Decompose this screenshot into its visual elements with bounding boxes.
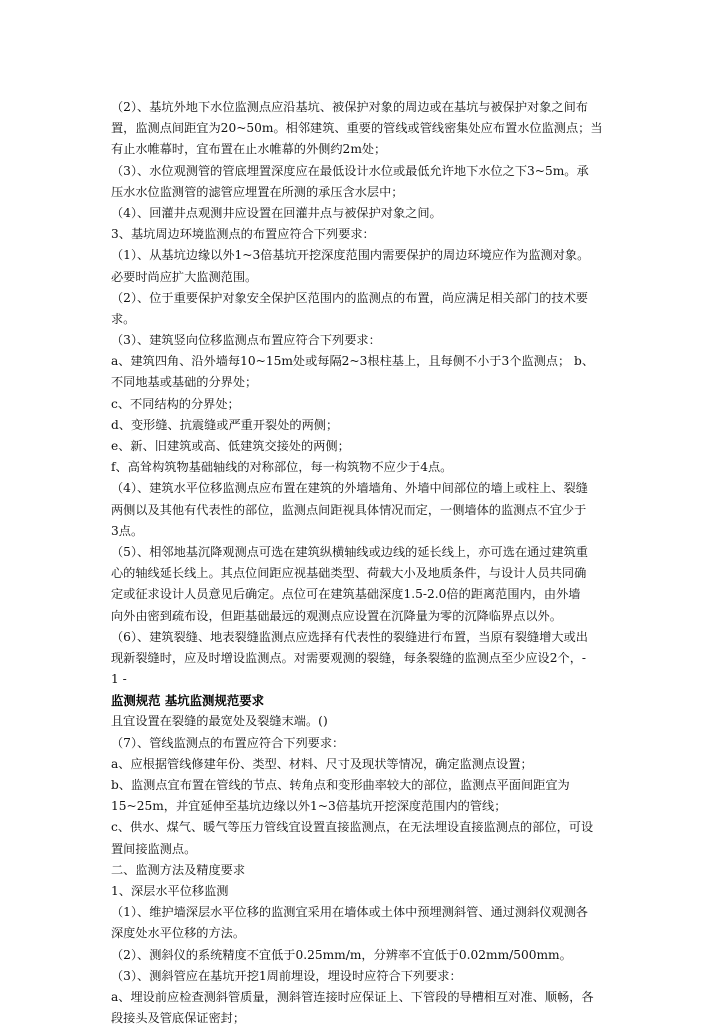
text-line: （2）、测斜仪的系统精度不宜低于0.25mm/m，分辨率不宜低于0.02mm/500mm。 — [111, 947, 572, 962]
text-line: 定或征求设计人员意见后确定。点位可在建筑基础深度1.5-2.0倍的距离范围内，由外墙 — [111, 587, 581, 602]
text-line: （4）、回灌井点观测井应设置在回灌井点与被保护对象之间。 — [111, 205, 442, 220]
text-line: （5）、相邻地基沉降观测点可选在建筑纵横轴线或边线的延长线上，亦可选在通过建筑重 — [111, 544, 588, 559]
document-body — [111, 97, 621, 1029]
text-line: 置，监测点间距宜为20~50m。相邻建筑、重要的管线或管线密集处应布置水位监测点；当 — [111, 121, 603, 136]
page-number: 1 - — [111, 672, 127, 687]
text-line: c、供水、煤气、暖气等压力管线宜设置直接监测点，在无法埋设直接监测点的部位，可设 — [111, 820, 594, 835]
text-line: （2）、基坑外地下水位监测点应沿基坑、被保护对象的周边或在基坑与被保护对象之间布 — [111, 100, 588, 114]
text-line: 有止水帷幕时，宜布置在止水帷幕的外侧约2m处； — [111, 142, 387, 157]
text-line: 段接头及管底保证密封； — [111, 1011, 246, 1026]
text-line: 深度处水平位移的方法。 — [111, 926, 246, 941]
text-line: （6）、建筑裂缝、地表裂缝监测点应选择有代表性的裂缝进行布置，当原有裂缝增大或出 — [111, 629, 588, 644]
text-line: （1）、从基坑边缘以外1~3倍基坑开挖深度范围内需要保护的周边环境应作为监测对象。 — [111, 248, 590, 263]
text-line: 压水水位监测管的滤管应埋置在所测的承压含水层中； — [111, 184, 404, 199]
text-line: 向外由密到疏布设，但距基础最远的观测点应设置在沉降量为零的沉降临界点以外。 — [111, 608, 562, 623]
text-line: 心的轴线延长线上。其点位间距应视基础类型、荷载大小及地质条件，与设计人员共同确 — [111, 566, 587, 581]
text-line: f、高耸构筑物基础轴线的对称部位，每一构筑物不应少于4点。 — [111, 460, 453, 475]
text-line: 3、基坑周边环境监测点的布置应符合下列要求： — [111, 227, 375, 242]
text-line: 置间接监测点。 — [111, 841, 197, 856]
text-line: 现新裂缝时，应及时增设监测点。对需要观测的裂缝，每条裂缝的监测点至少应设2个，- — [111, 650, 586, 665]
text-line: a、应根据管线修建年份、类型、材料、尺寸及现状等情况，确定监测点设置； — [111, 756, 533, 771]
text-line: 15~25m，并宜延伸至基坑边缘以外1~3倍基坑开挖深度范围内的管线； — [111, 799, 507, 814]
text-line: 二、监测方法及精度要求 — [111, 862, 246, 877]
text-line: 求。 — [111, 311, 136, 326]
text-line: （3）、水位观测管的管底埋置深度应在最低设计水位或最低允许地下水位之下3~5m。承 — [111, 163, 589, 178]
text-line: b、监测点宜布置在管线的节点、转角点和变形曲率较大的部位，监测点平面间距宜为 — [111, 778, 570, 792]
text-line: a、埋设前应检查测斜管质量，测斜管连接时应保证上、下管段的导槽相互对准、顺畅，各 — [111, 989, 594, 1004]
text-line: 1、深层水平位移监测 — [111, 883, 229, 898]
text-line: （3）、测斜管应在基坑开挖1周前埋设，埋设时应符合下列要求： — [111, 968, 462, 983]
text-line: （1）、维护墙深层水平位移的监测宜采用在墙体或土体中预埋测斜管、通过测斜仪观测各 — [111, 905, 588, 920]
text-line: a、建筑四角、沿外墙每10~15m处或每隔2~3根柱基上，且每侧不小于3个监测点； b、 — [111, 354, 595, 369]
text-line: 不同地基或基础的分界处； — [111, 375, 258, 390]
text-line: 3点。 — [111, 523, 144, 538]
text-line: （4）、建筑水平位移监测点应布置在建筑的外墙墙角、外墙中间部位的墙上或柱上、裂缝 — [111, 481, 588, 496]
text-line: 两侧以及其他有代表性的部位，监测点间距视具体情况而定，一侧墙体的监测点不宜少于 — [111, 502, 587, 517]
text-line: d、变形缝、抗震缝或严重开裂处的两侧； — [111, 417, 339, 432]
text-line: 且宜设置在裂缝的最宽处及裂缝末端。() — [111, 714, 328, 729]
text-line: （2）、位于重要保护对象安全保护区范围内的监测点的布置，尚应满足相关部门的技术要 — [111, 290, 588, 305]
text-line: c、不同结构的分界处； — [111, 396, 240, 411]
text-line: e、新、旧建筑或高、低建筑交接处的两侧； — [111, 439, 350, 453]
text-line: 必要时尚应扩大监测范围。 — [111, 269, 258, 284]
text-line: （7）、管线监测点的布置应符合下列要求： — [111, 735, 345, 750]
section-heading: 监测规范 基坑监测规范要求 — [111, 693, 265, 709]
text-line: （3）、建筑竖向位移监测点布置应符合下列要求： — [111, 333, 381, 348]
